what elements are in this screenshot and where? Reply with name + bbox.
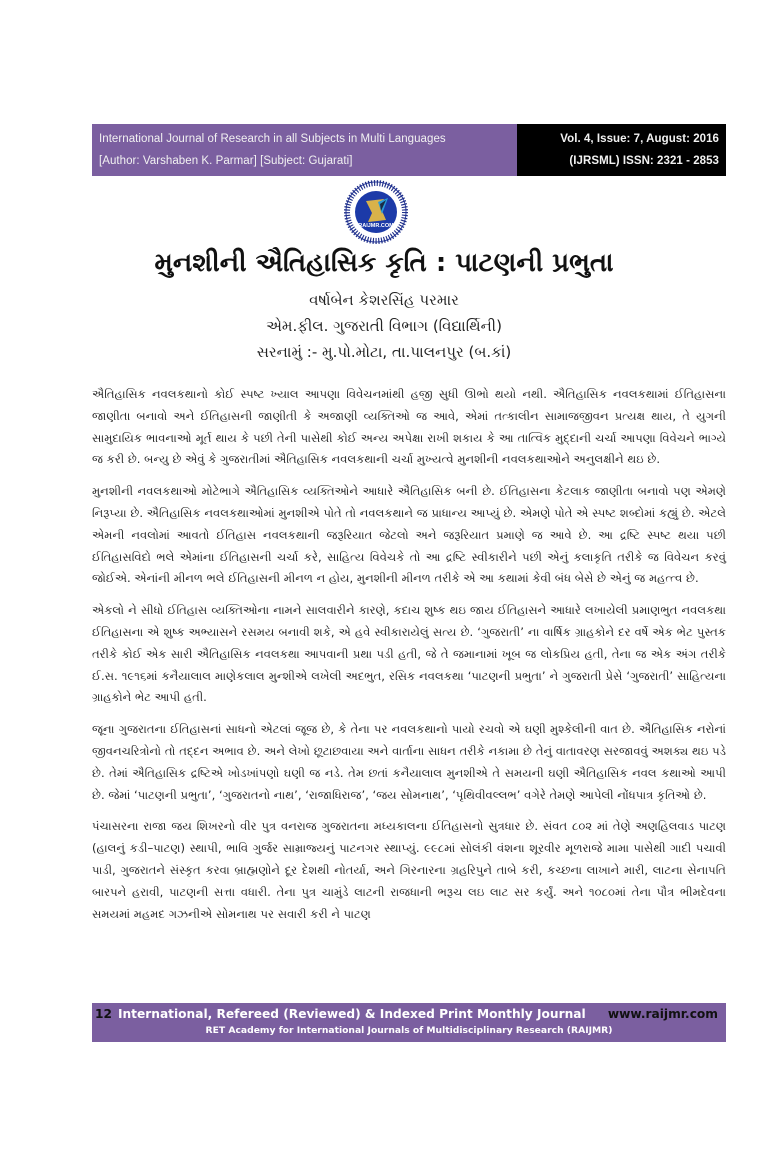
paragraph-4: જૂના ગુજરાતના ઈતિહાસનાં સાધનો એટલાં જૂજ છે, કે તેના પર નવલકથાનો પાયો રચવો એ ઘણી મુશ્કેલીની વાત છે. ઐતિહાસિક નરોનાં જીવનચરિત્રોનો તો તદ્દન અભાવ છે. અને લેખો છૂટાછવાયા અને વાર્તાના સાધન તરીકે નકામા છે તેનું વાતાવરણ સરજાવવું અશક્ય થઇ પડે છે. તેમાં ઐતિહાસિક દ્રષ્ટિએ ખોડખાંપણો ઘણી જ નડે. તેમ છતાં કનૈયાલાલ મુનશીએ તે સમયની ઘણી ઐતિહાસિક નવલ કથાઓ આપી છે. જેમાં ‘પાટણની પ્રભુતા’, ‘ગુજરાતનો નાથ’, ‘રાજાધિરાજ’, ‘જય સોમનાથ’, ‘પૃથિવીવલ્લભ’ વગેરે તેમણે આપેલી નોંધપાત્ર કૃતિઓ છે.	[92, 722, 726, 802]
paper-title: મુનશીની ઐતિહાસિક કૃતિ : પાટણની પ્રભુતા	[154, 248, 614, 278]
author-subject: [Author: Varshaben K. Parmar] [Subject: Gujarati]	[99, 155, 353, 167]
issn: (IJRSML) ISSN: 2321 - 2853	[569, 155, 719, 167]
paragraph-5: પંચાસરના રાજા જય શિખરનો વીર પુત્ર વનરાજ ગુજરાતના મધ્યકાલના ઈતિહાસનો સુત્રધાર છે. સંવત ૮૦૨ માં તેણે અણહિલવાડ પાટણ (હાલનું કડી–પાટણ) સ્થાપી, ભાવિ ગુર્જર સામ્રાજ્યનું પાટનગર સ્થાપ્યું. ૯૯૮માં સોલંકી વંશના શૂરવીર મૂળરાજે મામા પાસેથી ગાદી પચાવી પાડી, ગુજરાતને સંસ્કૃત કરવા બ્રાહ્મણોને દૂર દેશથી નોતર્યા, અને ગિરનારના ગ્રહરિપુને તાબે કરી, કચ્છના લાખાને મારી, લાટના સેનાપતિ બારપને હરાવી, પાટણની સત્તા વધારી. તેના પુત્ર ચામુંડે લાટની રાજધાની ભરૂચ લઇ લાટ સર કર્યું. અને ૧૦૮૦માં તેના પૌત્ર ભીમદેવના સમયમાં મહમદ ગઝનીએ સોમનાથ પર સવારી કરી ને પાટણ	[92, 819, 726, 921]
author-affiliation: એમ.ફીલ. ગુજરાતી વિભાગ (વિદ્યાર્થિની)	[266, 317, 502, 335]
paragraph-3: એકલો ને સીધો ઈતિહાસ વ્યક્તિઓના નામને સાલવારીને કારણે, કદાચ શુષ્ક થઇ જાય ઈતિહાસને આધારે લખાયેલી પ્રમાણભુત નવલકથા ઈતિહાસના એ શુષ્ક અભ્યાસને રસમય બનાવી શકે, એ હવે સ્વીકારાયેલું સત્ય છે. ‘ગુજરાતી’ ના વાર્ષિક ગ્રાહકોને દર વર્ષે એક ભેટ પુસ્તક તરીકે કોઈ એક સારી ઐતિહાસિક નવલકથા આપવાની પ્રથા પડી હતી, જે તે જમાનામાં ખૂબ જ લોકપ્રિય હતી, તેના જ એક અંગ તરીકે ઈ.સ. ૧૯૧૬માં કનૈયાલાલ માણેકલાલ મુન્શીએ લખેલી અદભુત, રસિક નવલકથા ‘પાટણની પ્રભુતા’ ને ગુજરાતી પ્રેસે ‘ગુજરાતી’ સાહિત્યના ગ્રાહકોને ભેટ આપી હતી.	[92, 603, 726, 705]
header-left-panel	[92, 124, 517, 176]
publisher-name: RET Academy for International Journals of Multidisciplinary Research (RAIJMR)	[205, 1025, 613, 1036]
paragraph-2: મુનશીની નવલકથાઓ મોટેભાગે ઐતિહાસિક વ્યક્તિઓને આધારે ઐતિહાસિક બની છે. ઈતિહાસના કેટલાક જાણીતા બનાવો પણ એમણે નિરૂપ્યા છે. ઐતિહાસિક નવલકથાઓમાં મુનશીએ પોતે તો નવલકથાને જ પ્રાધાન્ય આપ્યું છે. એમણે પોતે એ સ્પષ્ટ શબ્દોમાં કહ્યું છે. એટલે એમની નવલોમાં આવતો ઈતિહાસ નવલકથાની જરૂરિયાત જેટલો અને જરૂરિયાત પ્રમાણે જ આવે છે. આ દ્રષ્ટિ સ્પષ્ટ થયા પછી ઈતિહાસવિદો ભલે એમાંના ઈતિહાસની ચર્ચા કરે, સાહિત્ય વિવેચકે તો આ દ્રષ્ટિ સ્વીકારીને પછી એનું કલાકૃતિ તરીકે જ વિવેચન કરવું જોઈએ. એનાંની મીનળ ભલે ઈતિહાસની મીનળ ન હોય, મુનશીની મીનળ તરીકે એ આ કથામાં કેવી બંધ બેસે છે એનું જ મહત્ત્વ છે.	[92, 484, 726, 586]
logo-text: RAIJMR.COM	[358, 223, 394, 229]
journal-header	[92, 124, 726, 176]
journal-description: International, Refereed (Reviewed) & Indexed Print Monthly Journal	[117, 1007, 586, 1021]
raijmr-logo-icon	[342, 180, 410, 244]
footer-top-row	[95, 1005, 718, 1023]
author-address: સરનામું :- મુ.પો.મોટા, તા.પાલનપુર (બ.કાં)	[256, 343, 512, 361]
paragraph-1: ઐતિહાસિક નવલકથાનો કોઈ સ્પષ્ટ ખ્યાલ આપણા વિવેચનમાંથી હજી સુધી ઊભો થયો નથી. ઐતિહાસિક નવલકથામાં ઈતિહાસના જાણીતા બનાવો અને ઈતિહાસની જાણીતી કે અજાણી વ્યક્તિઓ જ આવે, એમાં તત્કાલીન સામાજજીવન પ્રત્યક્ષ થાય, તે યુગની સામુદાયિક ભાવનાઓ મૂર્ત થાય કે પછી તેની પાસેથી કોઈ અન્ય અપેક્ષા રાખી શકાય કે આ તાત્વિક મુદ્દાની ચર્ચા આપણા વિવેચને ભાગ્યે જ કરી છે. બન્યુ છે એવું કે ગુજરાતીમાં ઐતિહાસિક નવલકથાની ચર્ચા મુખ્યત્વે મુનશીની નવલકથાઓને અનુલક્ષીને થઇ છે.	[92, 387, 726, 467]
journal-footer	[92, 1003, 726, 1042]
footer-left	[95, 1007, 586, 1021]
author-name: વર્ષાબેન કેશરસિંહ પરમાર	[309, 291, 459, 309]
website-link[interactable]: www.raijmr.com	[607, 1007, 718, 1021]
page-number: 12	[95, 1007, 112, 1021]
volume-issue: Vol. 4, Issue: 7, August: 2016	[560, 133, 719, 145]
article-body	[92, 384, 726, 935]
journal-name: International Journal of Research in all Subjects in Multi Languages	[99, 133, 446, 145]
header-right-panel	[517, 124, 726, 176]
